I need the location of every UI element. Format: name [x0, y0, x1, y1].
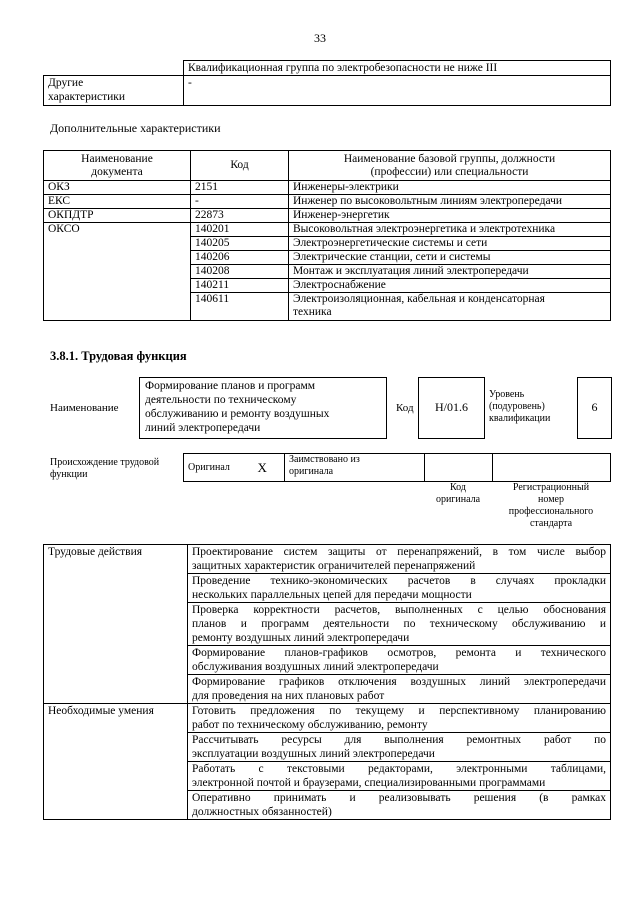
extra-title: Дополнительные характеристики [50, 121, 221, 135]
page-number: 33 [314, 31, 326, 45]
name-cell: Электрические станции, сети и системы [289, 251, 611, 265]
label-line: характеристики [48, 91, 126, 103]
action-cell [188, 646, 611, 675]
caption-line: номер [538, 494, 564, 505]
code-cell: - [191, 195, 289, 209]
electrical-safety-group: Квалификационная группа по электробезопасности не ниже III [184, 61, 611, 76]
skill-cell [188, 704, 611, 733]
code-cell: 22873 [191, 209, 289, 223]
caption-line: Код [450, 482, 466, 493]
function-name-line: линий электропередачи [145, 422, 261, 434]
name-cell: Инженер-энергетик [289, 209, 611, 223]
name-cell: Монтаж и эксплуатация линий электропередачи [289, 265, 611, 279]
name-cell: Высоковольтная электроэнергетика и электротехника [289, 223, 611, 237]
header-document [44, 151, 191, 181]
action-line: Формирование графиков отключения воздушных линий электропередачи [192, 676, 606, 688]
actions-label: Трудовые действия [44, 545, 188, 704]
function-name-box [139, 377, 387, 439]
name-cell: Электроснабжение [289, 279, 611, 293]
header-line: (профессии) или специальности [370, 165, 529, 178]
caption-line: оригинала [435, 494, 481, 505]
skill-cell [188, 733, 611, 762]
name-cell: Инженеры-электрики [289, 181, 611, 195]
code-cell: 140211 [191, 279, 289, 293]
doc-cell: ЕКС [44, 195, 191, 209]
other-characteristics-value: - [184, 76, 611, 106]
code-cell: 2151 [191, 181, 289, 195]
label-line: Другие [48, 77, 84, 89]
name-cell: Электроэнергетические системы и сети [289, 237, 611, 251]
doc-cell: ОКЗ [44, 181, 191, 195]
function-name-line: деятельности по техническому [145, 394, 297, 406]
origin-label [50, 457, 159, 481]
code-cell: 140208 [191, 265, 289, 279]
header-name [289, 151, 611, 181]
name-line: Электроизоляционная, кабельная и конденсаторная [293, 293, 545, 305]
caption-line: профессионального [508, 506, 594, 517]
action-cell [188, 675, 611, 704]
code-cell: 140206 [191, 251, 289, 265]
extra-characteristics-table [43, 150, 611, 321]
action-line: защитных характеристик ограничителей перенапряжений [192, 560, 476, 572]
labor-actions-table [43, 544, 611, 820]
header-line: Наименование [81, 152, 153, 165]
level-box [577, 377, 612, 439]
level-label-line: Уровень [489, 389, 525, 400]
action-cell [188, 545, 611, 574]
action-line: нескольких параллельных цепей для передачи мощности [192, 589, 472, 601]
action-line: Проектирование систем защиты от перенапряжений, в том числе выбор [192, 546, 606, 558]
skill-cell [188, 762, 611, 791]
code-original-caption [424, 482, 492, 506]
level-label-line: квалификации [489, 413, 551, 424]
skill-line: работ по техническому обслуживанию, ремонту [192, 719, 428, 731]
skill-line: Работать с текстовыми редакторами, электронными таблицами, [192, 763, 606, 775]
registration-caption [492, 482, 610, 530]
caption-line: стандарта [529, 518, 573, 529]
code-label: Код [396, 402, 414, 414]
header-line: Наименование базовой группы, должности [343, 152, 556, 165]
registration-number-cell [493, 454, 611, 482]
table-row [44, 704, 611, 733]
action-line: для проведения на них плановых работ [192, 690, 385, 702]
skill-line: Оперативно принимать и реализовывать решения (в рамках [192, 792, 606, 804]
table-row [44, 209, 611, 223]
header-code: Код [191, 151, 289, 181]
code-value: Н/01.6 [435, 400, 468, 414]
action-cell [188, 574, 611, 603]
name-cell [289, 293, 611, 321]
function-name-line: Формирование планов и программ [145, 380, 316, 392]
code-box [418, 377, 485, 439]
skill-cell [188, 791, 611, 820]
action-line: ремонту воздушных линий электропередачи [192, 632, 410, 644]
action-line: Проведение технико-экономических расчетов в случаях прокладки [192, 575, 606, 587]
action-cell [188, 603, 611, 646]
origin-label-line: Происхождение трудовой [50, 457, 160, 468]
skills-label: Необходимые умения [44, 704, 188, 820]
origin-table [183, 453, 611, 482]
original-code-cell [425, 454, 493, 482]
skill-line: Готовить предложения по текущему и перспективному планированию [192, 705, 606, 717]
origin-label-line: функции [50, 469, 88, 480]
caption-line: Регистрационный [512, 482, 590, 493]
header-line: документа [91, 165, 143, 178]
table-row [44, 223, 611, 237]
action-line: Проверка корректности расчетов, выполненных с целью обоснования [192, 604, 606, 616]
action-line: Формирование планов-графиков осмотров, ремонта и технического [192, 647, 606, 659]
function-name-label: Наименование [50, 402, 119, 414]
doc-cell: ОКПДТР [44, 209, 191, 223]
code-cell: 140201 [191, 223, 289, 237]
original-label: Оригинал [184, 454, 241, 482]
name-cell: Инженер по высоковольтным линиям электропередачи [289, 195, 611, 209]
skill-line: эксплуатации воздушных линий электропередачи [192, 748, 435, 760]
action-line: планов и программ деятельности по техническому обслуживанию и [192, 618, 606, 630]
table-row [44, 545, 611, 574]
empty-cell [44, 61, 184, 76]
level-label [489, 389, 550, 425]
level-value: 6 [591, 400, 598, 414]
code-cell: 140205 [191, 237, 289, 251]
action-line: обслуживания воздушных линий электропередачи [192, 661, 439, 673]
level-label-line: (подуровень) [489, 401, 545, 412]
borrowed-cell [285, 454, 425, 482]
skill-line: электронной почтой и браузерами, специализированными программами [192, 777, 546, 789]
section-title: 3.8.1. Трудовая функция [50, 349, 187, 363]
borrowed-line: Заимствовано из [289, 454, 360, 465]
borrowed-line: оригинала [289, 466, 334, 477]
code-cell: 140611 [191, 293, 289, 321]
other-characteristics-label [44, 76, 184, 106]
original-mark: X [241, 454, 285, 482]
doc-cell: ОКСО [44, 223, 191, 321]
qualification-table [43, 60, 611, 106]
skill-line: Рассчитывать ресурсы для выполнения ремонтных работ по [192, 734, 606, 746]
name-line: техника [293, 306, 332, 318]
skill-line: должностных обязанностей) [192, 806, 332, 818]
table-row [44, 181, 611, 195]
function-name-line: обслуживанию и ремонту воздушных [145, 408, 330, 420]
table-row [44, 195, 611, 209]
